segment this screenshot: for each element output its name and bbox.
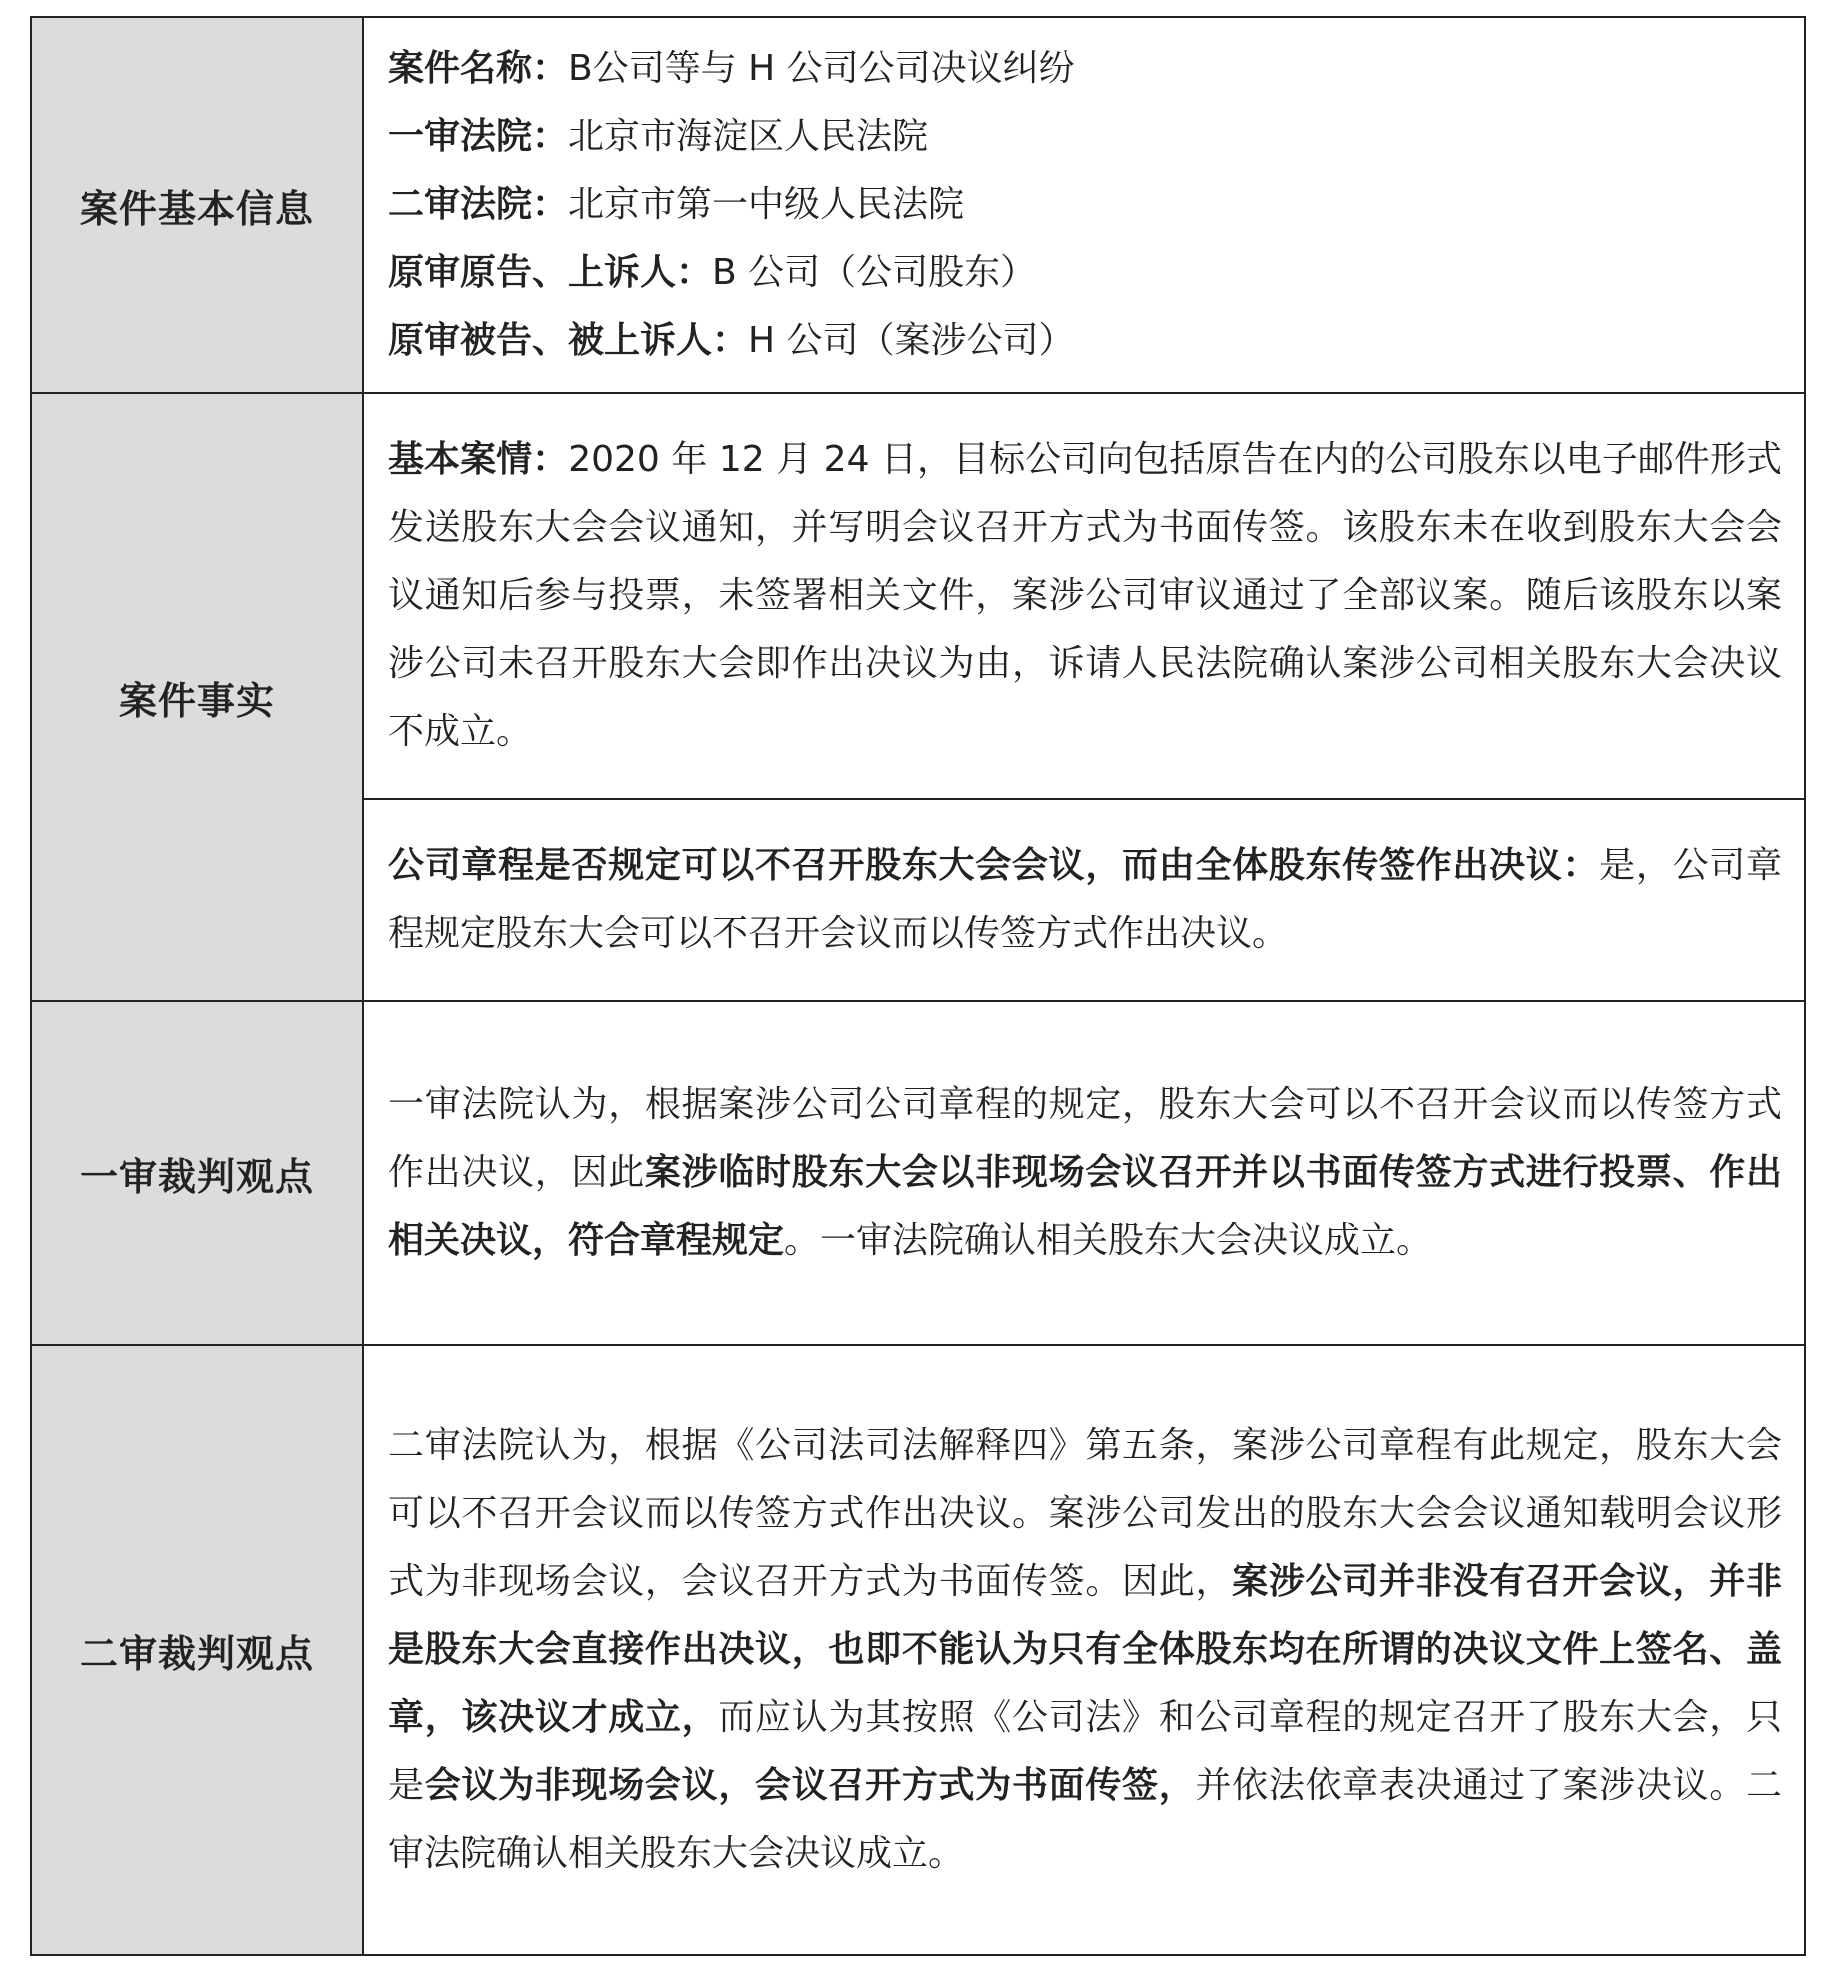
defendant-line (388, 307, 1782, 375)
first-court-line (388, 103, 1782, 171)
label-first-instance: 一审裁判观点 (31, 1001, 363, 1345)
second-court-line (388, 171, 1782, 239)
row-first-instance (31, 1001, 1805, 1345)
second-text-2: 而应认为其按照《公司法》和公司章程的规定召开了股东大会，只是 (388, 1697, 1782, 1806)
first-court-value: 北京市海淀区人民法院 (568, 116, 929, 157)
content-second-instance (363, 1345, 1805, 1955)
basic-facts-text: 2020 年 12 月 24 日，目标公司向包括原告在内的公司股东以电子邮件形式发送股东大会会议通知，并写明会议召开方式为书面传签。该股东未在收到股东大会会议通知后参与投票，未签署相关文件，案涉公司审议通过了全部议案。随后该股东以案涉公司未召开股东大会即作出决议为由，诉请人民法院确认案涉公司相关股东大会决议不成立。 (388, 439, 1782, 752)
first-court-label: 一审法院： (388, 116, 569, 157)
first-bold-1: 案涉临时股东大会以非现场会议召开并以书面传签方式进行投票、作出相关决议，符合章程规定 (388, 1152, 1782, 1261)
second-bold-2: 会议为非现场会议，会议召开方式为书面传签， (424, 1765, 1196, 1806)
case-name-label: 案件名称： (388, 48, 569, 89)
second-bold-1: 案涉公司并非没有召开会议，并非是股东大会直接作出决议，也即不能认为只有全体股东均在所谓的决议文件上签名、盖章，该决议才成立， (388, 1561, 1782, 1738)
plaintiff-label: 原审原告、上诉人： (388, 252, 713, 293)
second-text-3: 并依法依章表决通过了案涉决议。二审法院确认相关股东大会决议成立。 (388, 1765, 1782, 1874)
label-facts: 案件事实 (31, 393, 363, 1001)
content-facts-basic (363, 393, 1805, 799)
case-name-line (388, 35, 1782, 103)
second-text-1: 二审法院认为，根据《公司法司法解释四》第五条，案涉公司章程有此规定，股东大会可以不召开会议而以传签方式作出决议。案涉公司发出的股东大会会议通知载明会议形式为非现场会议，会议召开方式为书面传签。因此， (388, 1425, 1782, 1602)
row-facts (31, 393, 1805, 799)
label-basic-info: 案件基本信息 (31, 17, 363, 393)
row-basic-info (31, 17, 1805, 393)
first-text-2: 。一审法院确认相关股东大会决议成立。 (784, 1220, 1433, 1261)
first-text-1: 一审法院认为，根据案涉公司公司章程的规定，股东大会可以不召开会议而以传签方式作出决议，因此 (388, 1084, 1782, 1193)
label-second-instance: 二审裁判观点 (31, 1345, 363, 1955)
plaintiff-line (388, 239, 1782, 307)
defendant-label: 原审被告、被上诉人： (388, 320, 749, 361)
case-table (30, 16, 1806, 1956)
content-basic-info (363, 17, 1805, 393)
defendant-value: H 公司（案涉公司） (748, 320, 1075, 361)
row-second-instance (31, 1345, 1805, 1955)
content-first-instance (363, 1001, 1805, 1345)
case-name-value: B公司等与 H 公司公司决议纠纷 (568, 48, 1075, 89)
question-answer: 是，公司章程规定股东大会可以不召开会议而以传签方式作出决议。 (388, 845, 1782, 954)
second-court-label: 二审法院： (388, 184, 569, 225)
content-facts-question (363, 799, 1805, 1001)
question-bold: 公司章程是否规定可以不召开股东大会会议，而由全体股东传签作出决议： (388, 845, 1600, 886)
plaintiff-value: B 公司（公司股东） (712, 252, 1037, 293)
second-court-value: 北京市第一中级人民法院 (568, 184, 965, 225)
basic-facts-label: 基本案情： (388, 439, 569, 480)
